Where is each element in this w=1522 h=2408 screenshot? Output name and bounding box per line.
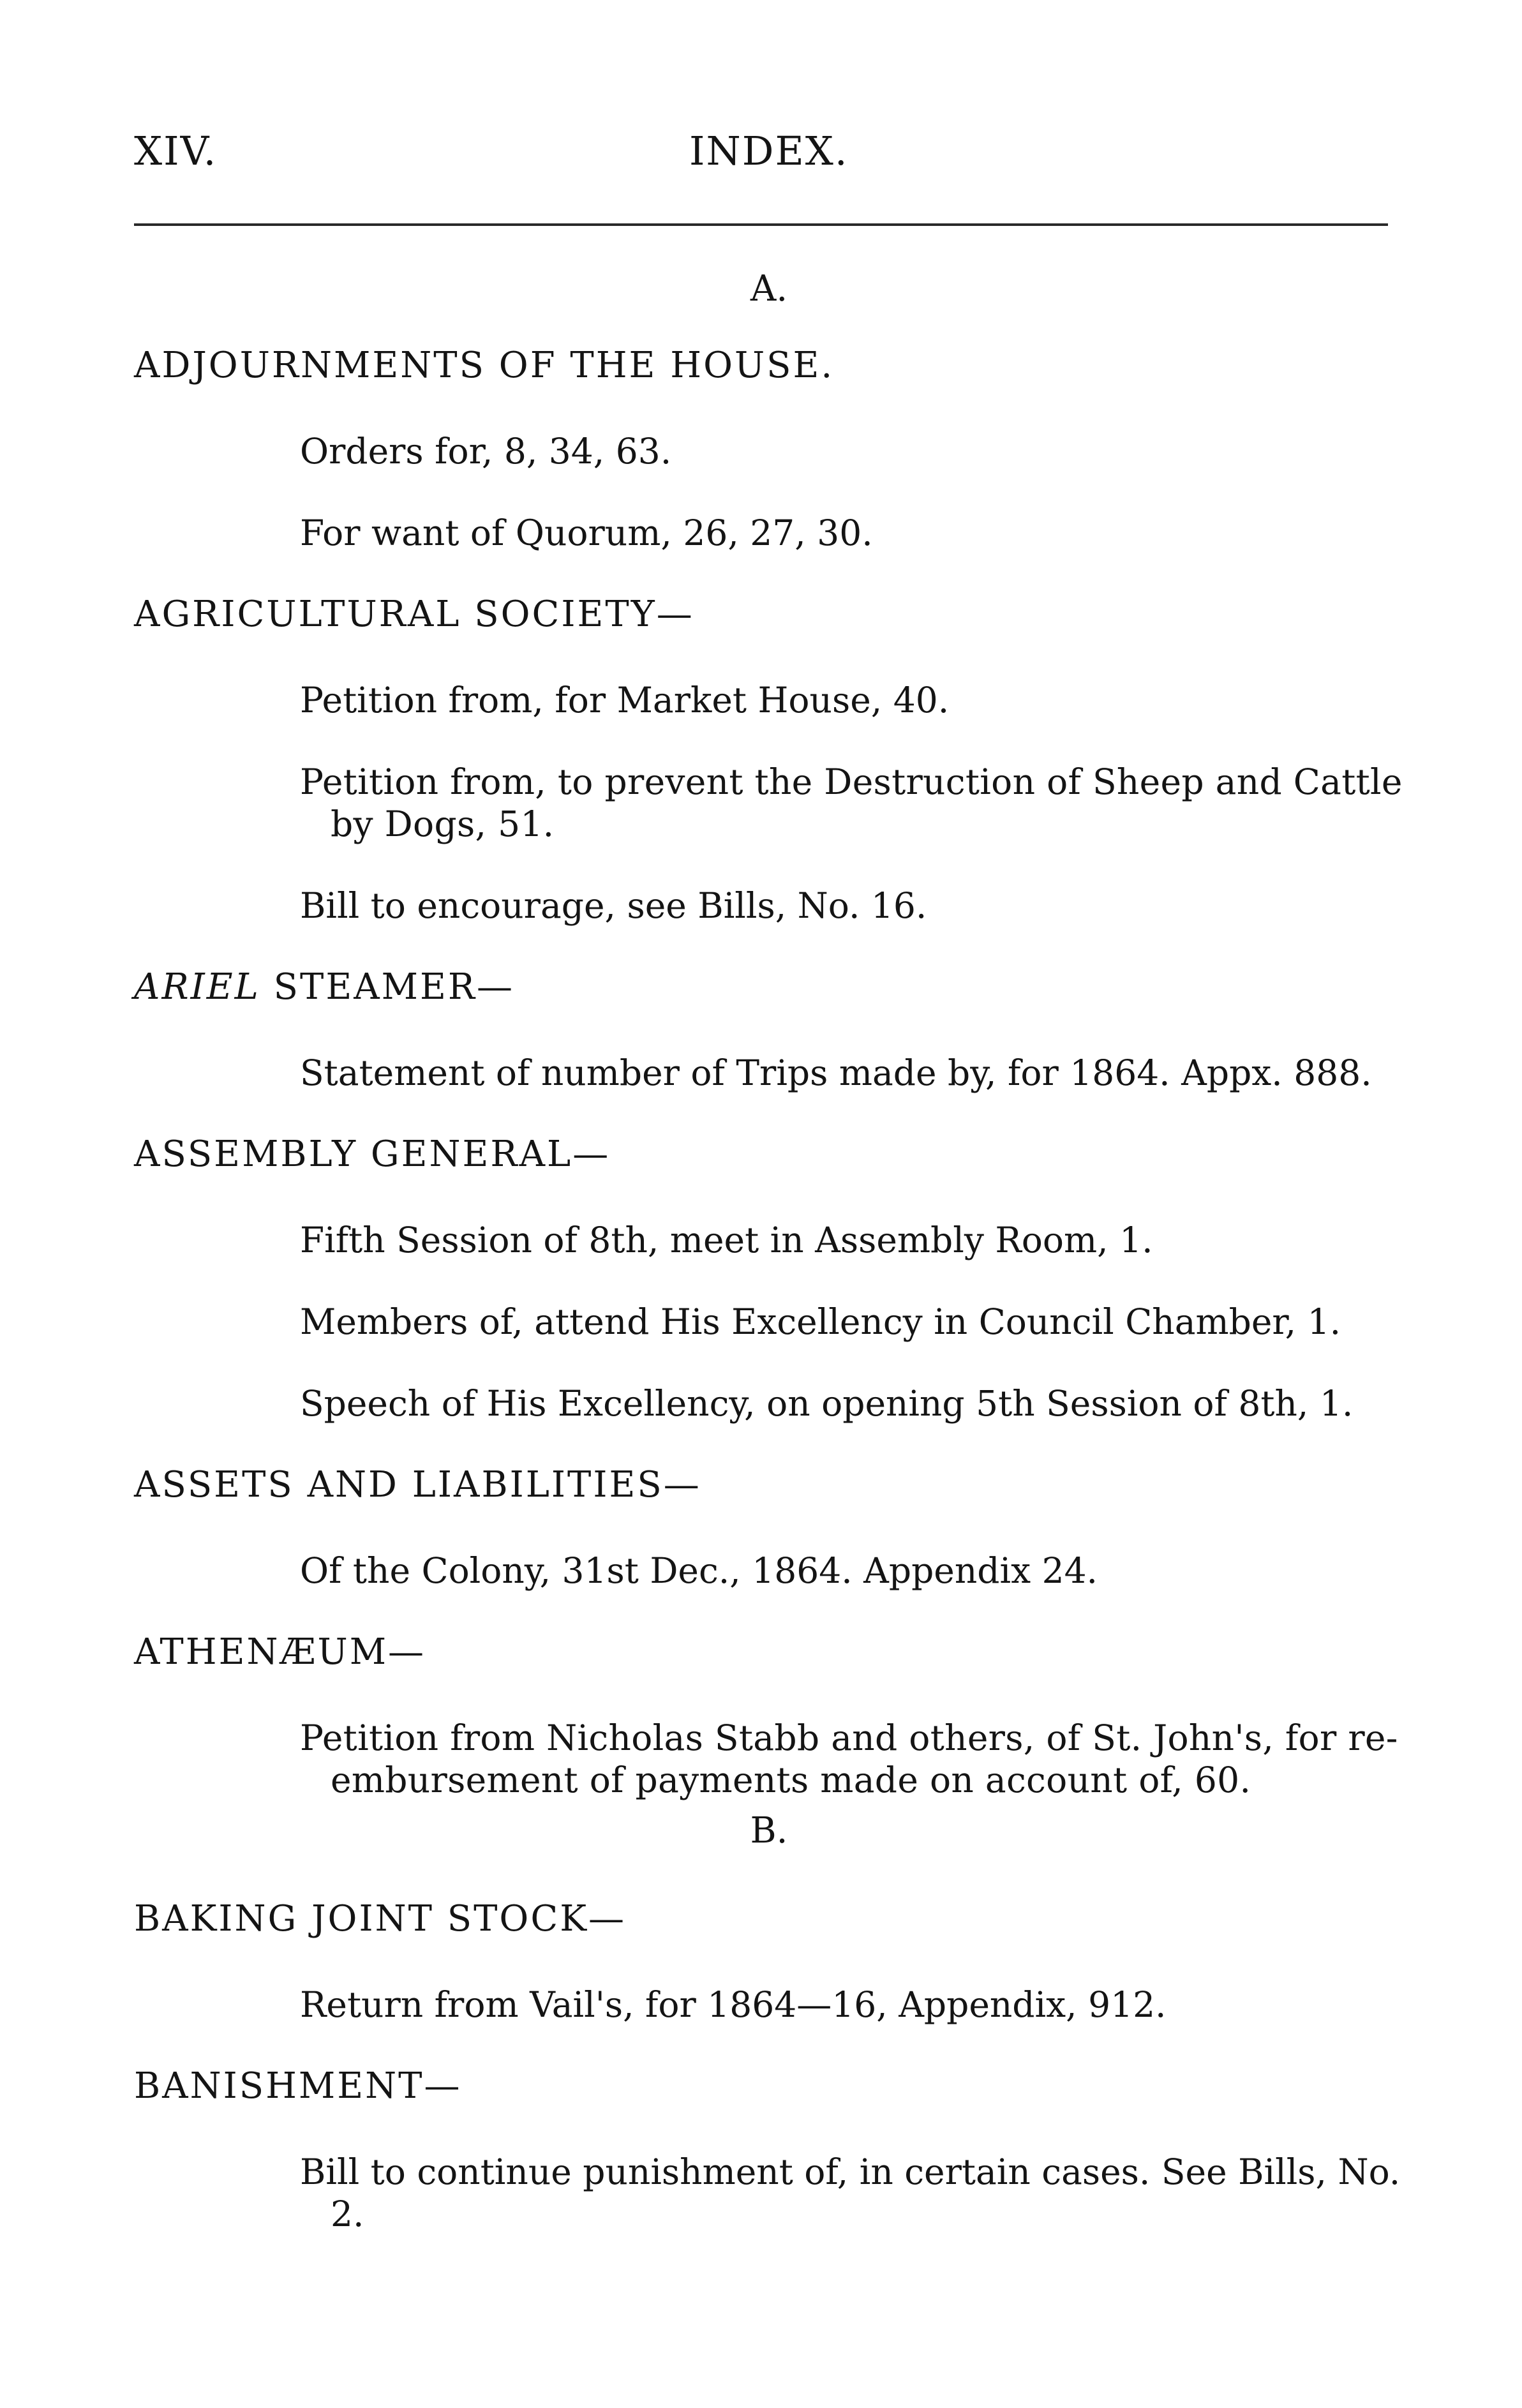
- section-letter-b: B.: [750, 1810, 788, 1851]
- index-heading: BANISHMENT—: [134, 2065, 462, 2107]
- index-entry: Fifth Session of 8th, meet in Assembly Room, 1.: [300, 1220, 1153, 1260]
- index-entry: Members of, attend His Excellency in Council Chamber, 1.: [300, 1301, 1341, 1342]
- index-heading: [134, 965, 1404, 1010]
- index-entry: Petition from, for Market House, 40.: [300, 680, 950, 721]
- page-number: XIV.: [134, 128, 218, 174]
- index-heading: ADJOURNMENTS OF THE HOUSE.: [134, 345, 835, 386]
- index-entry: Bill to continue punishment of, in certain cases. See Bills, No. 2.: [300, 2151, 1401, 2234]
- index-content: [134, 267, 1404, 2235]
- index-entry: Statement of number of Trips made by, for 1864. Appx. 888.: [300, 1052, 1372, 1093]
- index-heading: ATHENÆUM—: [134, 1631, 426, 1673]
- section-letter-a: A.: [750, 268, 788, 310]
- page-title: INDEX.: [689, 128, 849, 174]
- index-heading-rest: STEAMER—: [273, 966, 515, 1008]
- index-heading: BAKING JOINT STOCK—: [134, 1898, 627, 1940]
- header-rule: [134, 223, 1388, 226]
- index-heading-italic: ARIEL: [134, 966, 260, 1008]
- index-entry: For want of Quorum, 26, 27, 30.: [300, 512, 873, 553]
- index-heading: ASSETS AND LIABILITIES—: [134, 1464, 701, 1506]
- index-entry: Petition from Nicholas Stabb and others, of St. John's, for re-embursement of payments made on account of, 60.: [300, 1717, 1398, 1800]
- index-heading: ASSEMBLY GENERAL—: [134, 1133, 611, 1175]
- index-entry: Orders for, 8, 34, 63.: [300, 431, 672, 472]
- index-entry: Return from Vail's, for 1864—16, Appendix, 912.: [300, 1984, 1167, 2025]
- index-entry: Petition from, to prevent the Destruction of Sheep and Cattle by Dogs, 51.: [300, 761, 1403, 844]
- index-entry: Of the Colony, 31st Dec., 1864. Appendix 24.: [300, 1550, 1098, 1591]
- index-entry: Speech of His Excellency, on opening 5th Session of 8th, 1.: [300, 1383, 1354, 1424]
- index-heading: AGRICULTURAL SOCIETY—: [134, 594, 694, 635]
- index-entry: Bill to encourage, see Bills, No. 16.: [300, 885, 927, 926]
